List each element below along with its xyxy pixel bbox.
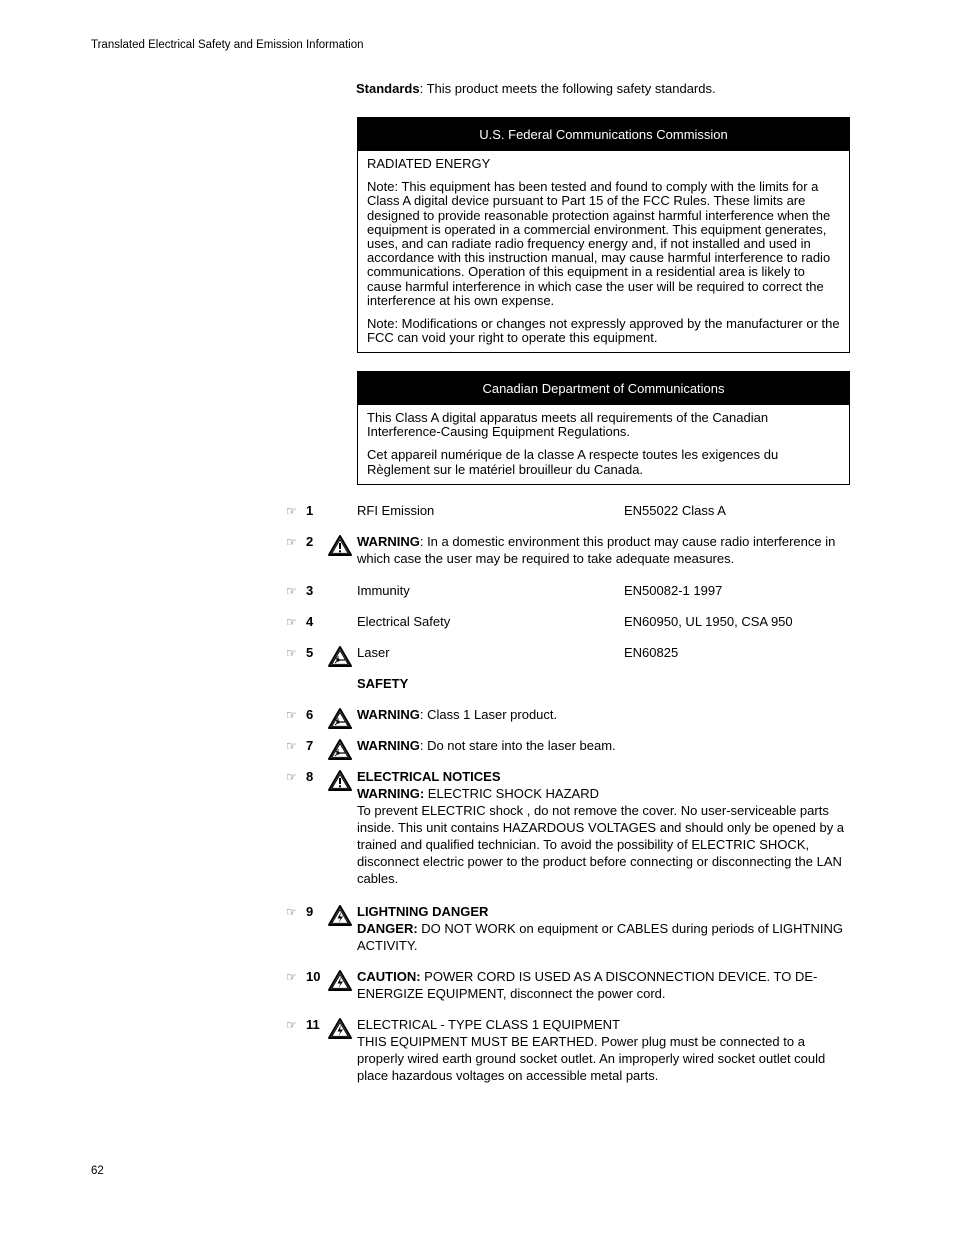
pointing-hand-icon: ☞ bbox=[286, 584, 297, 598]
fcc-box bbox=[357, 117, 850, 353]
electric-hazard-icon bbox=[328, 904, 352, 926]
fcc-heading: RADIATED ENERGY bbox=[367, 156, 491, 171]
standards-intro-text: : This product meets the following safety standards. bbox=[419, 81, 716, 96]
fcc-paragraph-2: Note: Modifications or changes not expressly approved by the manufacturer or the FCC can void your right to operate this equipment. bbox=[367, 316, 840, 346]
caution-label: CAUTION: bbox=[357, 969, 421, 984]
cdc-paragraph-1: This Class A digital apparatus meets all requirements of the Canadian Interference-Causing Equipment Regulations. bbox=[367, 410, 769, 440]
item-number: 10 bbox=[306, 969, 321, 984]
item-number: 4 bbox=[306, 614, 314, 629]
notice-heading: ELECTRICAL - TYPE CLASS 1 EQUIPMENT bbox=[357, 1017, 620, 1032]
warning-subtext: ELECTRIC SHOCK HAZARD bbox=[424, 786, 599, 801]
electric-hazard-icon bbox=[328, 1017, 352, 1039]
item-number: 6 bbox=[306, 707, 314, 722]
fcc-paragraph-1: Note: This equipment has been tested and found to comply with the limits for a Class A digital device pursuant to Part 15 of the FCC Rules. These limits are designed to provide reasonable protection against harmful interference when the equipment is operated in a commercial environment. This equipment generates, uses, and can radiate radio frequency energy and, if not installed and used in accordance with this instruction manual, may cause harmful interference to radio communications. Operation of this equipment in a residential area is likely to cause harmful interference in which case the user will be required to correct the interference at his own expense. bbox=[367, 179, 831, 308]
warning-text: To prevent ELECTRIC shock , do not remove the cover. No user-serviceable parts inside. This unit contains HAZARDOUS VOLTAGES and should only be opened by a trained and qualified technician. To avoid the possibility of ELECTRIC SHOCK, disconnect electric power to the product before connecting or disconnecting the LAN cables. bbox=[357, 803, 845, 886]
pointing-hand-icon: ☞ bbox=[286, 739, 297, 753]
item-number: 2 bbox=[306, 534, 314, 549]
warning-exclamation-icon bbox=[328, 769, 352, 791]
pointing-hand-icon: ☞ bbox=[286, 970, 297, 984]
standards-intro bbox=[356, 81, 716, 96]
cdc-paragraph-2: Cet appareil numérique de la classe A respecte toutes les exigences du Règlement sur le matériel brouilleur du Canada. bbox=[367, 447, 779, 477]
warning-text: : Class 1 Laser product. bbox=[419, 707, 558, 722]
item-standard: EN60825 bbox=[624, 645, 679, 660]
pointing-hand-icon: ☞ bbox=[286, 646, 297, 660]
laser-warning-icon bbox=[328, 738, 352, 760]
item-standard: EN60950, UL 1950, CSA 950 bbox=[624, 614, 793, 629]
pointing-hand-icon: ☞ bbox=[286, 504, 297, 518]
item-label: Immunity bbox=[357, 583, 410, 598]
pointing-hand-icon: ☞ bbox=[286, 535, 297, 549]
warning-exclamation-icon bbox=[328, 534, 352, 556]
safety-heading: SAFETY bbox=[357, 676, 409, 691]
warning-label: WARNING bbox=[357, 738, 420, 753]
danger-text: DO NOT WORK on equipment or CABLES during periods of LIGHTNING ACTIVITY. bbox=[357, 921, 843, 953]
item-number: 9 bbox=[306, 904, 314, 919]
danger-label: DANGER: bbox=[357, 921, 418, 936]
notice-text: THIS EQUIPMENT MUST BE EARTHED. Power plug must be connected to a properly wired earth ground socket outlet. An improperly wired socket outlet could place hazardous voltages on accessible metal parts. bbox=[357, 1034, 826, 1083]
cdc-box bbox=[357, 371, 850, 485]
item-standard: EN50082-1 1997 bbox=[624, 583, 723, 598]
warning-text: : Do not stare into the laser beam. bbox=[419, 738, 616, 753]
laser-warning-icon bbox=[328, 707, 352, 729]
item-number: 3 bbox=[306, 583, 314, 598]
warning-label: WARNING bbox=[357, 707, 420, 722]
pointing-hand-icon: ☞ bbox=[286, 615, 297, 629]
item-label: Electrical Safety bbox=[357, 614, 451, 629]
item-label: RFI Emission bbox=[357, 503, 435, 518]
running-header: Translated Electrical Safety and Emission Information bbox=[91, 39, 364, 51]
laser-warning-icon bbox=[328, 645, 352, 667]
item-standard: EN55022 Class A bbox=[624, 503, 726, 518]
pointing-hand-icon: ☞ bbox=[286, 708, 297, 722]
electric-hazard-icon bbox=[328, 969, 352, 991]
page-number: 62 bbox=[91, 1165, 104, 1177]
pointing-hand-icon: ☞ bbox=[286, 770, 297, 784]
pointing-hand-icon: ☞ bbox=[286, 905, 297, 919]
notice-heading: ELECTRICAL NOTICES bbox=[357, 769, 501, 784]
caution-text: POWER CORD IS USED AS A DISCONNECTION DEVICE. TO DE-ENERGIZE EQUIPMENT, disconnect the power cord. bbox=[357, 969, 818, 1001]
notice-heading: LIGHTNING DANGER bbox=[357, 904, 489, 919]
pointing-hand-icon: ☞ bbox=[286, 1018, 297, 1032]
warning-label: WARNING: bbox=[357, 786, 425, 801]
cdc-box-title: Canadian Department of Communications bbox=[358, 372, 849, 405]
warning-label: WARNING bbox=[357, 534, 420, 549]
standards-label: Standards bbox=[356, 81, 420, 96]
item-label: Laser bbox=[357, 645, 390, 660]
fcc-box-title: U.S. Federal Communications Commission bbox=[358, 118, 849, 151]
item-number: 1 bbox=[306, 503, 314, 518]
warning-text: : In a domestic environment this product may cause radio interference in which case the user may be required to take adequate measures. bbox=[357, 534, 836, 566]
item-number: 7 bbox=[306, 738, 314, 753]
item-number: 5 bbox=[306, 645, 314, 660]
item-number: 8 bbox=[306, 769, 314, 784]
item-number: 11 bbox=[306, 1017, 320, 1032]
